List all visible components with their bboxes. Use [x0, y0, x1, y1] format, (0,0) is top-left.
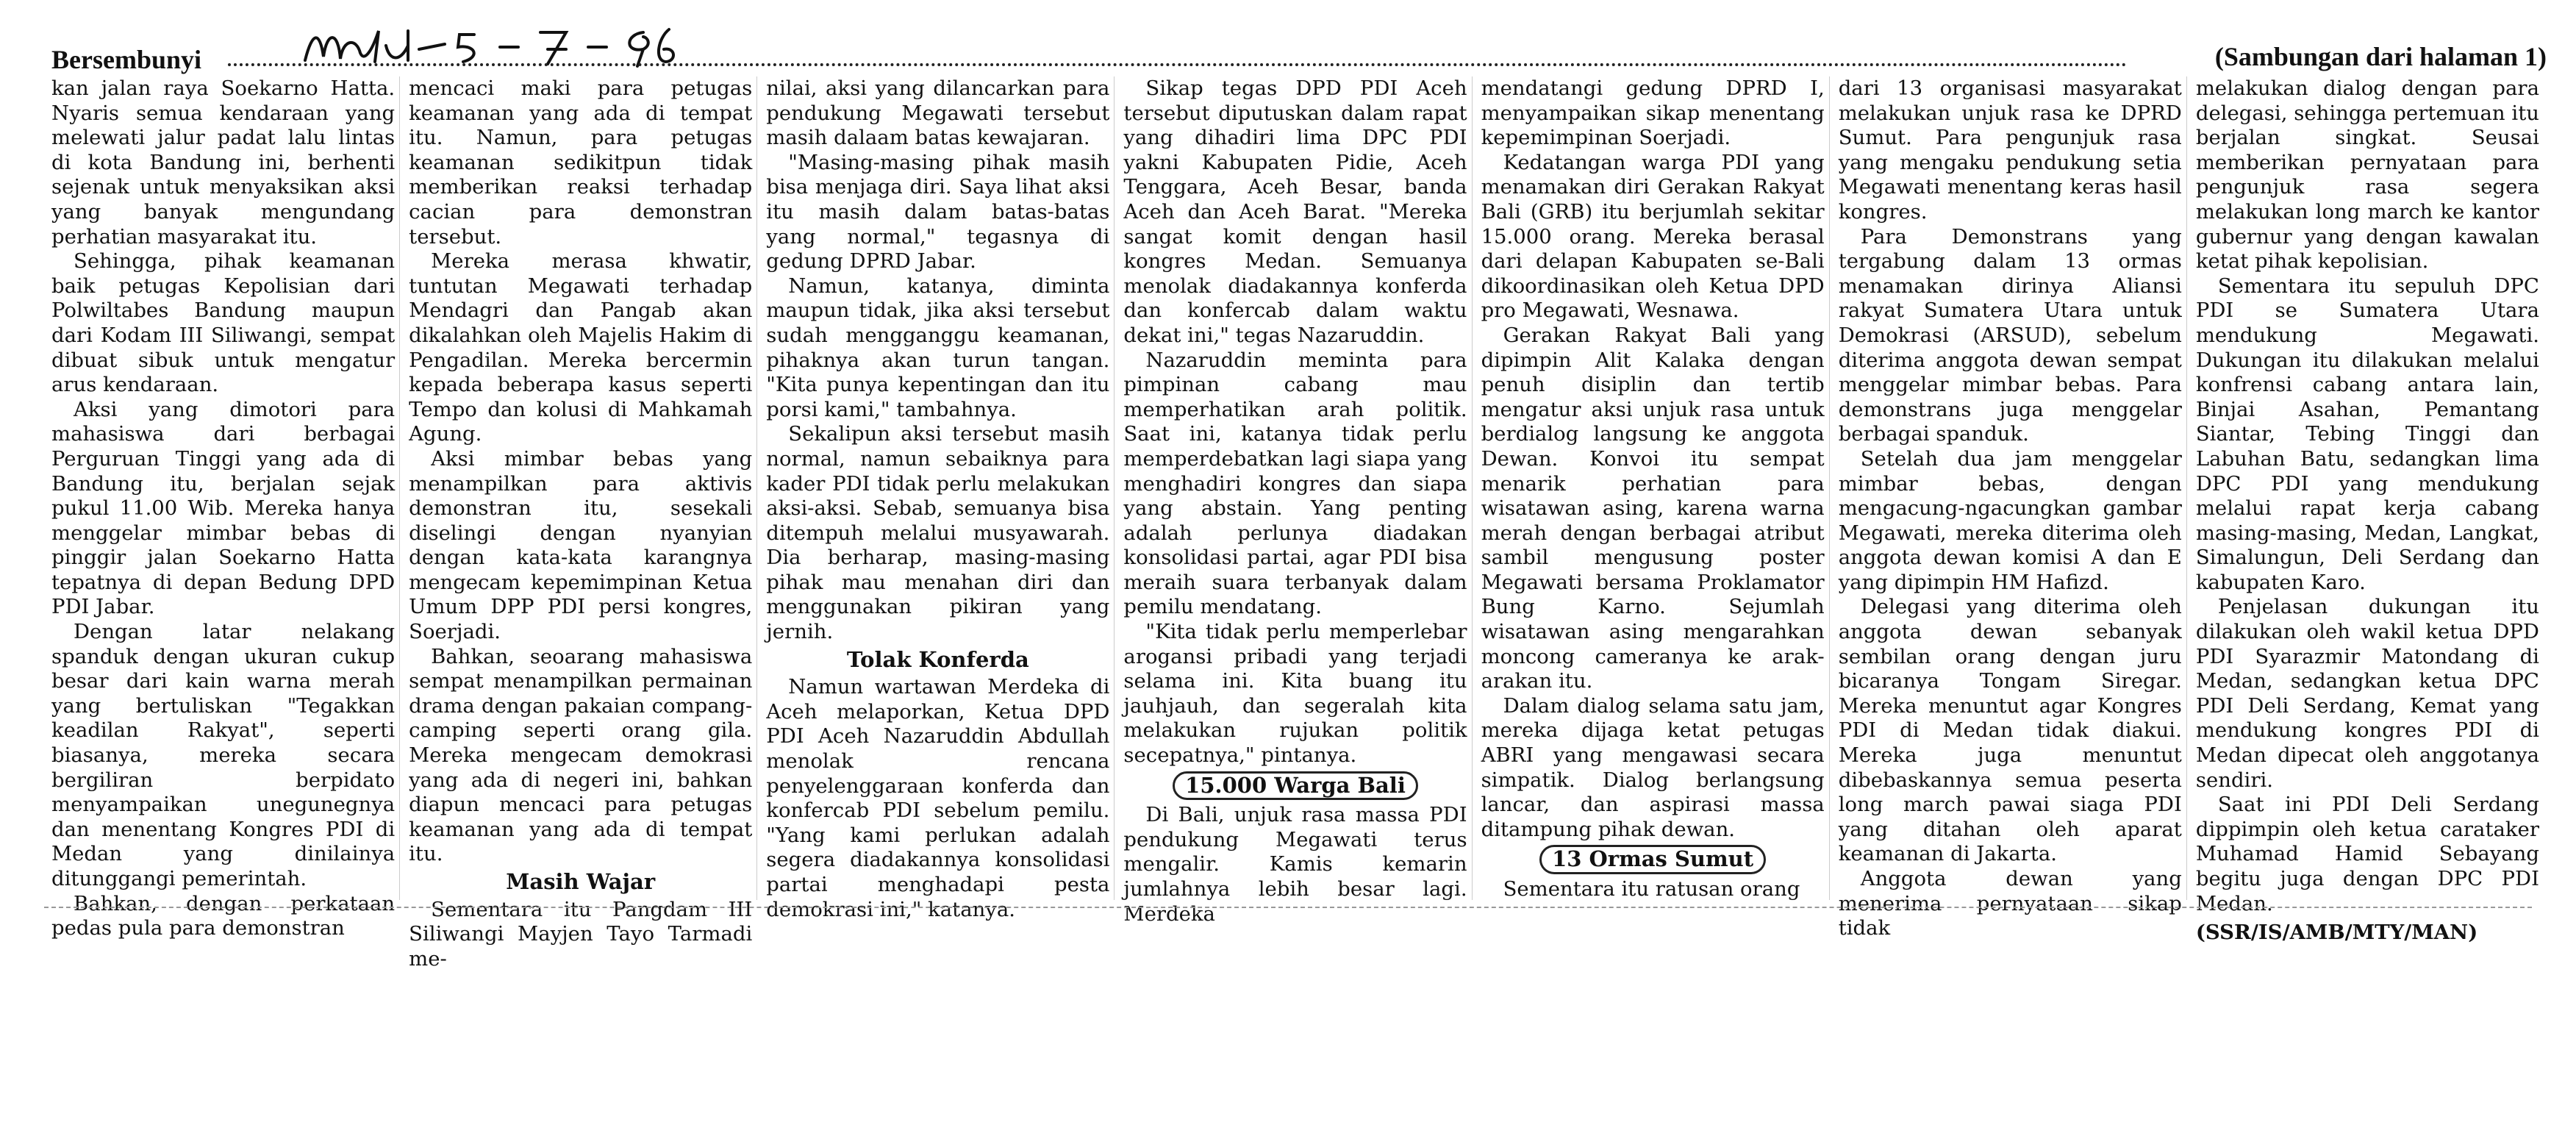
- paragraph: nilai, aksi yang dilancarkan para pendukung Megawati tersebut masih dalaam batas kewajaran.: [766, 76, 1110, 150]
- paragraph: Bahkan, seoarang mahasiswa sempat menampilkan permainan drama dengan pakaian compang-camping seperti orang gila. Mereka mengecam demokrasi yang ada di negeri ini, bahkan diapun mencaci para petugas keamanan yang ada di tempat itu.: [409, 644, 753, 866]
- paragraph: Setelah dua jam menggelar mimbar bebas, dengan mengacung-ngacungkan gambar Megawati, mereka diterima oleh anggota dewan komisi A dan E yang dipimpin HM Hafizd.: [1838, 446, 2182, 594]
- paragraph: Dalam dialog selama satu jam, mereka dijaga ketat petugas ABRI yang mengawasi secara simpatik. Dialog berlangsung lancar, dan aspirasi massa ditampung pihak dewan.: [1481, 693, 1825, 841]
- paragraph: Aksi mimbar bebas yang menampilkan para aktivis demonstran itu, sesekali diselingi dengan nyanyian dengan kata-kata karangnya mengecam kepemimpinan Ketua Umum DPP PDI persi kongres, Soerjadi.: [409, 446, 753, 644]
- subheading-text: 15.000 Warga Bali: [1173, 771, 1418, 801]
- article-column-3: [766, 76, 1115, 921]
- paragraph: "Masing-masing pihak masih bisa menjaga diri. Saya lihat aksi itu masih dalam batas-batas yang normal," tegasnya di gedung DPRD Jabar.: [766, 150, 1110, 274]
- paragraph: Saat ini PDI Deli Serdang dippimpin oleh ketua carataker Muhamad Hamid Sebayang begitu juga dengan DPC PDI Medan.: [2195, 793, 2539, 915]
- paragraph: Para Demonstrans yang tergabung dalam 13 ormas menamakan dirinya Aliansi rakyat Sumatera Utara untuk Demokrasi (ARSUD), sebelum diterima anggota dewan sempat menggelar mimbar bebas. Para demonstrans juga menggelar berbagai spanduk.: [1838, 224, 2182, 446]
- article-column-6: [1838, 76, 2187, 940]
- paragraph: Sementara itu sepuluh DPC PDI se Sumatera Utara mendukung Megawati. Dukungan itu dilakukan melalui konfrensi cabang antara lain, Binjai Asahan, Pemantang Siantar, Tebing Tinggi dan Labuhan Batu, sedangkan lima DPC PDI yang mendukung melalui rapat kerja cabang masing-masing, Medan, Langkat, Simalungun, Deli Serdang dan kabupaten Karo.: [2195, 274, 2539, 594]
- paragraph: melakukan dialog dengan para delegasi, sehingga pertemuan itu berjalan singkat. Seusai memberikan pernyataan para pengunjuk rasa segera melakukan long march ke kantor gubernur yang dengan kawalan ketat pihak kepolisian.: [2195, 76, 2539, 274]
- continued-from-label: (Sambungan dari halaman 1): [2214, 42, 2547, 71]
- subheading: [1481, 845, 1825, 874]
- article-column-4: [1123, 76, 1472, 926]
- footer-rule: [44, 907, 2532, 908]
- paragraph: Di Bali, unjuk rasa massa PDI pendukung Megawati terus mengalir. Kamis kemarin jumlahnya lebih besar lagi. Merdeka: [1123, 803, 1467, 926]
- paragraph: Sekalipun aksi tersebut masih normal, namun sebaiknya para kader PDI tidak perlu melakukan aksi-aksi. Sebab, semuanya bisa ditempuh melalui musyawarah. Dia berharap, masing-masing pihak mau menahan diri dan menggunakan pikiran yang jernih.: [766, 422, 1110, 644]
- article-column-2: [409, 76, 757, 971]
- paragraph: Aksi yang dimotori para mahasiswa dari berbagai Perguruan Tinggi yang ada di Bandung itu, berjalan sejak pukul 11.00 Wib. Mereka hanya menggelar mimbar bebas di pinggir jalan Soekarno Hatta tepatnya di depan Bedung DPD PDI Jabar.: [51, 397, 396, 619]
- byline-initials: (SSR/IS/AMB/MTY/MAN): [2195, 921, 2478, 945]
- paragraph: Penjelasan dukungan itu dilakukan oleh wakil ketua DPD PDI Syarazmir Matondang di Medan, sedangkan ketua DPC PDI Deli Serdang, Kemat yang mendukung kongres PDI di Medan dipecat oleh anggotanya sendiri.: [2195, 595, 2539, 792]
- article-columns: [51, 76, 2544, 971]
- paragraph: Gerakan Rakyat Bali yang dipimpin Alit Kalaka dengan penuh disiplin dan tertib mengatur aksi unjuk rasa untuk berdialog langsung ke anggota Dewan. Konvoi itu sempat menarik perhatian para wisatawan asing, karena warna merah dengan berbagai atribut sambil mengusung poster Megawati bersama Proklamator Bung Karno. Sejumlah wisatawan asing mengarahkan moncong cameranya ke arak-arakan itu.: [1481, 323, 1825, 693]
- paragraph: dari 13 organisasi masyarakat melakukan unjuk rasa ke DPRD Sumut. Para pengunjuk rasa yang mengaku pendukung setia Megawati menentang keras hasil kongres.: [1838, 76, 2182, 224]
- paragraph: "Kita tidak perlu memperlebar arogansi pribadi yang terjadi selama ini. Kita buang itu jauhjauh, dan segeralah kita melakukan rujukan politik secepatnya," pintanya.: [1123, 620, 1467, 768]
- dotted-leader: [228, 63, 2128, 66]
- paragraph: mendatangi gedung DPRD I, menyampaikan sikap menentang kepemimpinan Soerjadi.: [1481, 76, 1825, 150]
- paragraph: Sikap tegas DPD PDI Aceh tersebut diputuskan dalam rapat yang dihadiri lima DPC PDI yakni Kabupaten Pidie, Aceh Tenggara, Aceh Besar, banda Aceh dan Aceh Barat. "Mereka sangat komit dengan hasil kongres Medan. Semuanya menolak diadakannya konferda dan konfercab dalam waktu dekat ini," tegas Nazaruddin.: [1123, 76, 1467, 347]
- paragraph: Bahkan, dengan perkataan pedas pula para demonstran: [51, 891, 396, 940]
- paragraph: mencaci maki para petugas keamanan yang ada di tempat itu. Namun, para petugas keamanan sedikitpun tidak memberikan reaksi terhadap cacian para demonstran tersebut.: [409, 76, 753, 249]
- paragraph: Delegasi yang diterima oleh anggota dewan sebanyak sembilan orang dengan juru bicaranya Tongam Siregar. Mereka menuntut agar Kongres PDI di Medan tidak diakui. Mereka juga menuntut dibebaskannya semua peserta long march pawai siaga PDI yang ditahan oleh aparat keamanan di Jakarta.: [1838, 595, 2182, 866]
- subheading-text: 13 Ormas Sumut: [1539, 845, 1766, 874]
- article-column-7: [2195, 76, 2544, 945]
- paragraph: Dengan latar nelakang spanduk dengan ukuran cukup besar dari kain warna merah yang bertuliskan "Tegakkan keadilan Rakyat", seperti biasanya, mereka secara bergiliran berpidato menyampaikan unegunegnya dan menentang Kongres PDI di Medan yang dinilainya ditunggangi pemerintah.: [51, 620, 396, 890]
- paragraph: Mereka merasa khwatir, tuntutan Megawati terhadap Mendagri dan Pangab akan dikalahkan oleh Majelis Hakim di Pengadilan. Mereka bercermin kepada beberapa kasus seperti Tempo dan kolusi di Mahkamah Agung.: [409, 249, 753, 446]
- paragraph: kan jalan raya Soekarno Hatta. Nyaris semua kendaraan yang melewati jalur padat lalu lintas di kota Bandung ini, berhenti sejenak untuk menyaksikan aksi yang banyak mengundang perhatian masyarakat itu.: [51, 76, 396, 249]
- paragraph: Nazaruddin meminta para pimpinan cabang mau memperhatikan arah politik. Saat ini, katanya tidak perlu memperdebatkan lagi siapa yang menghadiri kongres dan siapa yang abstain. Yang penting adalah perlunya diadakan konsolidasi partai, agar PDI bisa meraih suara terbanyak dalam pemilu mendatang.: [1123, 348, 1467, 619]
- article-column-5: [1481, 76, 1830, 900]
- article-column-1: [51, 76, 400, 940]
- paragraph: Namun, katanya, diminta maupun tidak, jika aksi tersebut sudah mengganggu keamanan, pihaknya akan turun tangan. "Kita punya kepentingan dan itu porsi kami," tambahnya.: [766, 274, 1110, 421]
- subheading-text: Tolak Konferda: [846, 646, 1029, 672]
- subheading: [1123, 771, 1467, 801]
- subheading: [766, 648, 1109, 673]
- subheading: [409, 870, 752, 895]
- paragraph: Sementara itu ratusan orang: [1503, 877, 1800, 901]
- continuation-header: [29, 35, 2547, 79]
- paragraph: Namun wartawan Merdeka di Aceh melaporkan, Ketua DPD PDI Aceh Nazaruddin Abdullah menolak rencana penyelenggaraan konferda dan konfercab PDI sebelum pemilu. "Yang kami perlukan adalah segera diadakannya konsolidasi partai menghadapi pesta demokrasi ini," katanya.: [766, 675, 1110, 921]
- subheading-text: Masih Wajar: [506, 869, 656, 894]
- paragraph: Anggota dewan yang menerima pernyataan sikap tidak: [1838, 867, 2182, 940]
- paragraph: Sehingga, pihak keamanan baik petugas Kepolisian dari Polwiltabes Bandung maupun dari Kodam III Siliwangi, sempat dibuat sibuk untuk mengatur arus kendaraan.: [51, 249, 396, 397]
- paragraph: Sementara itu Pangdam III Siliwangi Mayjen Tayo Tarmadi me-: [409, 897, 753, 971]
- article-kicker: Bersembunyi: [51, 45, 202, 74]
- paragraph: Kedatangan warga PDI yang menamakan diri Gerakan Rakyat Bali (GRB) itu berjumlah sekitar 15.000 orang. Mereka berasal dari delapan Kabupaten se-Bali dikoordinasikan oleh Ketua DPD pro Megawati, Wesnawa.: [1481, 150, 1825, 323]
